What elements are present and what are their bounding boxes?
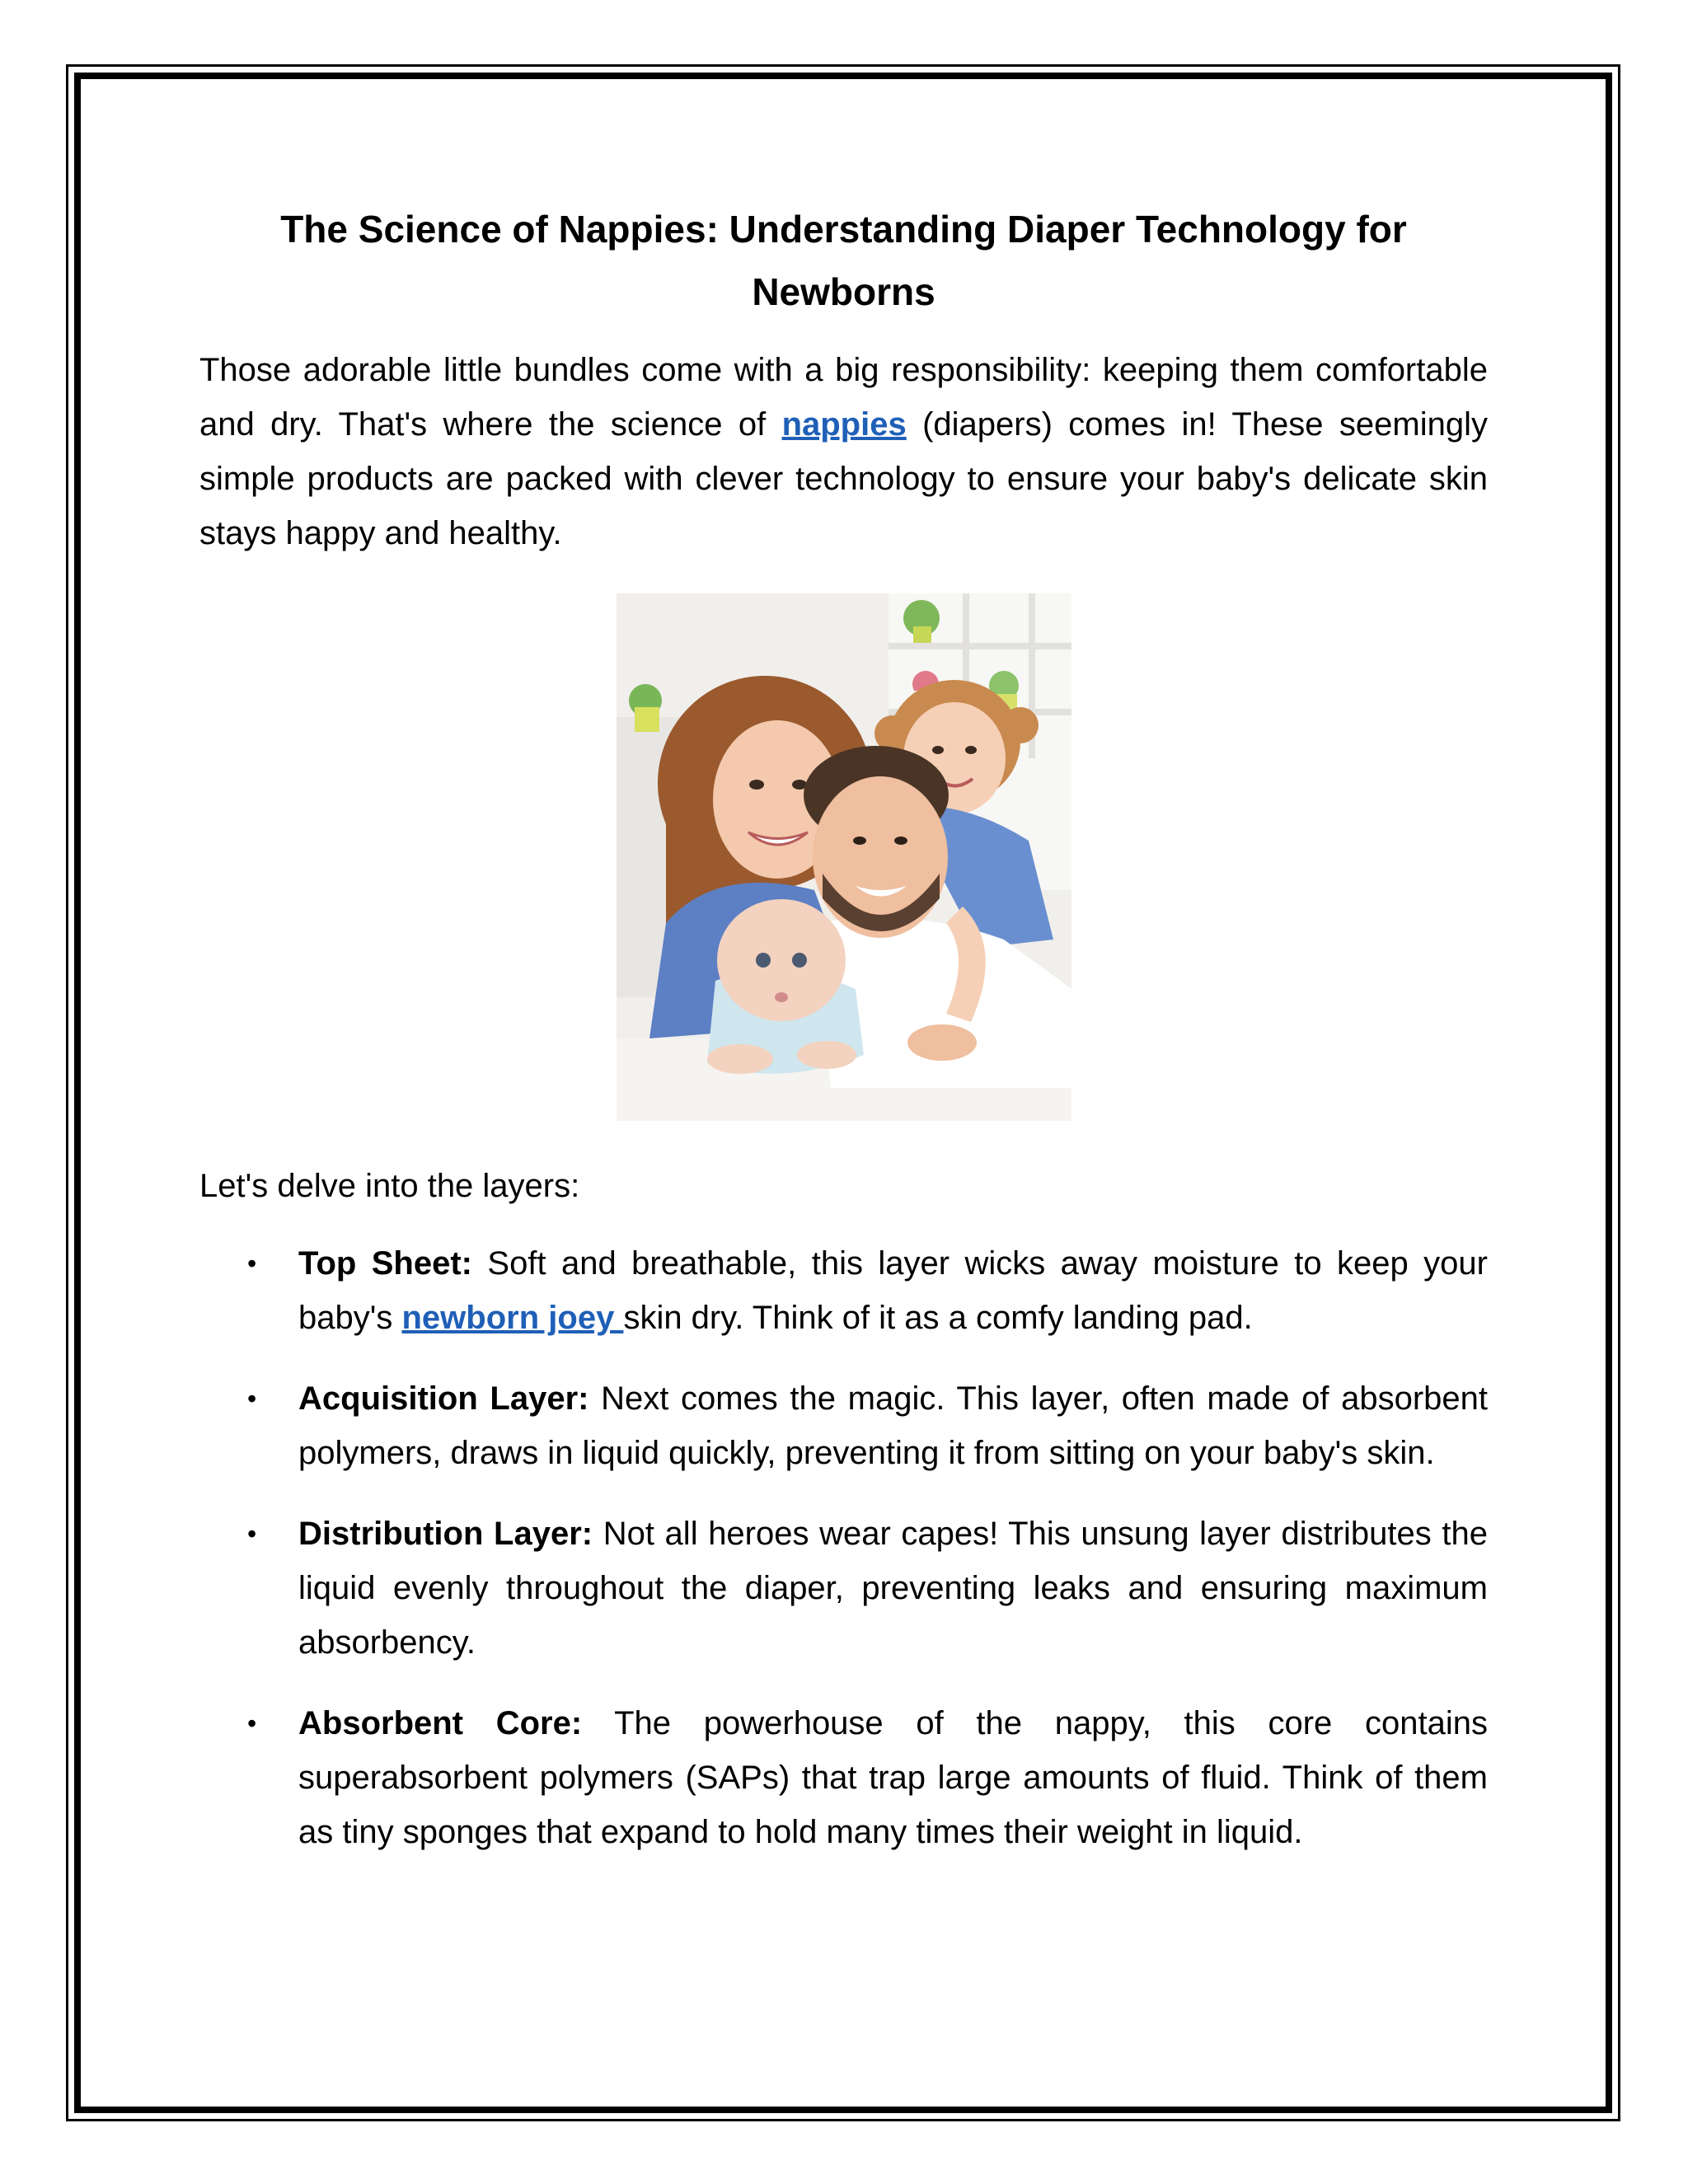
layer-text: The powerhouse of the nappy, this core contains superabsorbent polymers (SAPs) that trap large amounts of fluid. Think of them as tiny sponges that expand to hold many times their weight in liquid. bbox=[298, 1705, 1488, 1850]
bullet-icon: • bbox=[247, 1708, 257, 1738]
list-item-absorbent-core bbox=[199, 1696, 1488, 1859]
list-item-top-sheet bbox=[199, 1236, 1488, 1345]
intro-text-2: (diapers) comes in! These seemingly simple products are packed with clever technology to ensure your baby's delicate skin stays happy and healthy. bbox=[199, 406, 1489, 551]
layers-list bbox=[199, 1236, 1488, 1859]
bullet-icon: • bbox=[247, 1519, 257, 1549]
list-item-acquisition-layer bbox=[199, 1371, 1488, 1480]
list-item-distribution-layer bbox=[199, 1507, 1488, 1670]
bullet-icon: • bbox=[247, 1384, 257, 1413]
bullet-icon: • bbox=[247, 1249, 257, 1278]
family-photo bbox=[617, 593, 1071, 1121]
layer-text: Not all heroes wear capes! This unsung layer distributes the liquid evenly throughout the diaper, preventing leaks and ensuring maximum absorbency. bbox=[298, 1516, 1489, 1661]
article-title: The Science of Nappies: Understanding Diaper Technology for Newborns bbox=[280, 208, 1407, 313]
layers-intro: Let's delve into the layers: bbox=[199, 1168, 580, 1204]
layer-text-after: skin dry. Think of it as a comfy landing pad. bbox=[623, 1300, 1253, 1336]
intro-paragraph bbox=[199, 343, 1488, 560]
layer-term: Distribution Layer: bbox=[298, 1516, 593, 1552]
intro-text-1: Those adorable little bundles come with a big responsibility: keeping them comfortable and dry. That's where the science of bbox=[199, 352, 1488, 443]
article-content bbox=[199, 198, 1488, 1886]
layer-term: Absorbent Core: bbox=[298, 1705, 583, 1741]
layer-term: Acquisition Layer: bbox=[298, 1380, 589, 1417]
layer-term: Top Sheet: bbox=[298, 1245, 472, 1282]
layer-text: Soft and breathable, this layer wicks away moisture to keep your baby's bbox=[298, 1245, 1488, 1336]
family-photo-icon bbox=[617, 593, 1071, 1121]
newborn-joey-link[interactable]: newborn joey bbox=[401, 1300, 624, 1336]
layer-text: Next comes the magic. This layer, often made of absorbent polymers, draws in liquid quickly, preventing it from sitting on your baby's skin. bbox=[298, 1380, 1488, 1471]
nappies-link[interactable]: nappies bbox=[781, 406, 907, 443]
